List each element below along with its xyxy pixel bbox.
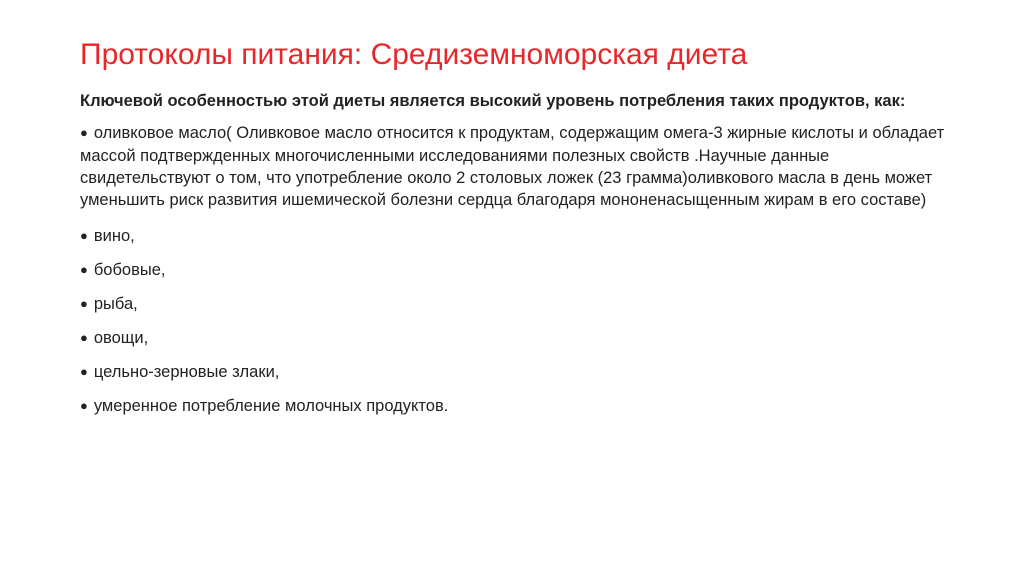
bullet-icon: ● — [80, 330, 88, 345]
slide-title: Протоколы питания: Средиземноморская диета — [80, 38, 748, 71]
bullet-icon: ● — [80, 125, 88, 140]
bullet-icon: ● — [80, 262, 88, 277]
list-item-wine — [80, 225, 945, 248]
list-item-fish — [80, 293, 945, 316]
list-item-text: бобовые, — [93, 261, 166, 279]
list-item-vegetables — [80, 327, 945, 350]
list-item-text: умеренное потребление молочных продуктов. — [93, 397, 449, 415]
bullet-icon: ● — [80, 364, 88, 379]
list-item-dairy — [80, 395, 945, 418]
list-item-text: вино, — [93, 227, 135, 245]
bullet-icon: ● — [80, 398, 88, 413]
list-item-text: цельно-зерновые злаки, — [93, 363, 280, 381]
list-item-whole-grains — [80, 361, 945, 384]
bullet-icon: ● — [80, 228, 88, 243]
list-item-text: оливковое масло( Оливковое масло относится к продуктам, содержащим омега-3 жирные кислоты и обладает массой подтвержденных многочисленными исследованиями полезных свойств .Научные данные свидетельствуют о том, что употребление около 2 столовых ложек (23 грамма)оливкового масла в день может уменьшить риск развития ишемической болезни сердца благодаря мононенасыщенным жирам в его составе) — [80, 124, 945, 209]
slide-content — [80, 90, 945, 429]
intro-text: Ключевой особенностью этой диеты является высокий уровень потребления таких продуктов, как: — [80, 92, 906, 110]
list-item-text: овощи, — [93, 329, 149, 347]
list-item-olive-oil — [80, 122, 945, 211]
list-item-text: рыба, — [93, 295, 138, 313]
bullet-icon: ● — [80, 296, 88, 311]
list-item-legumes — [80, 259, 945, 282]
